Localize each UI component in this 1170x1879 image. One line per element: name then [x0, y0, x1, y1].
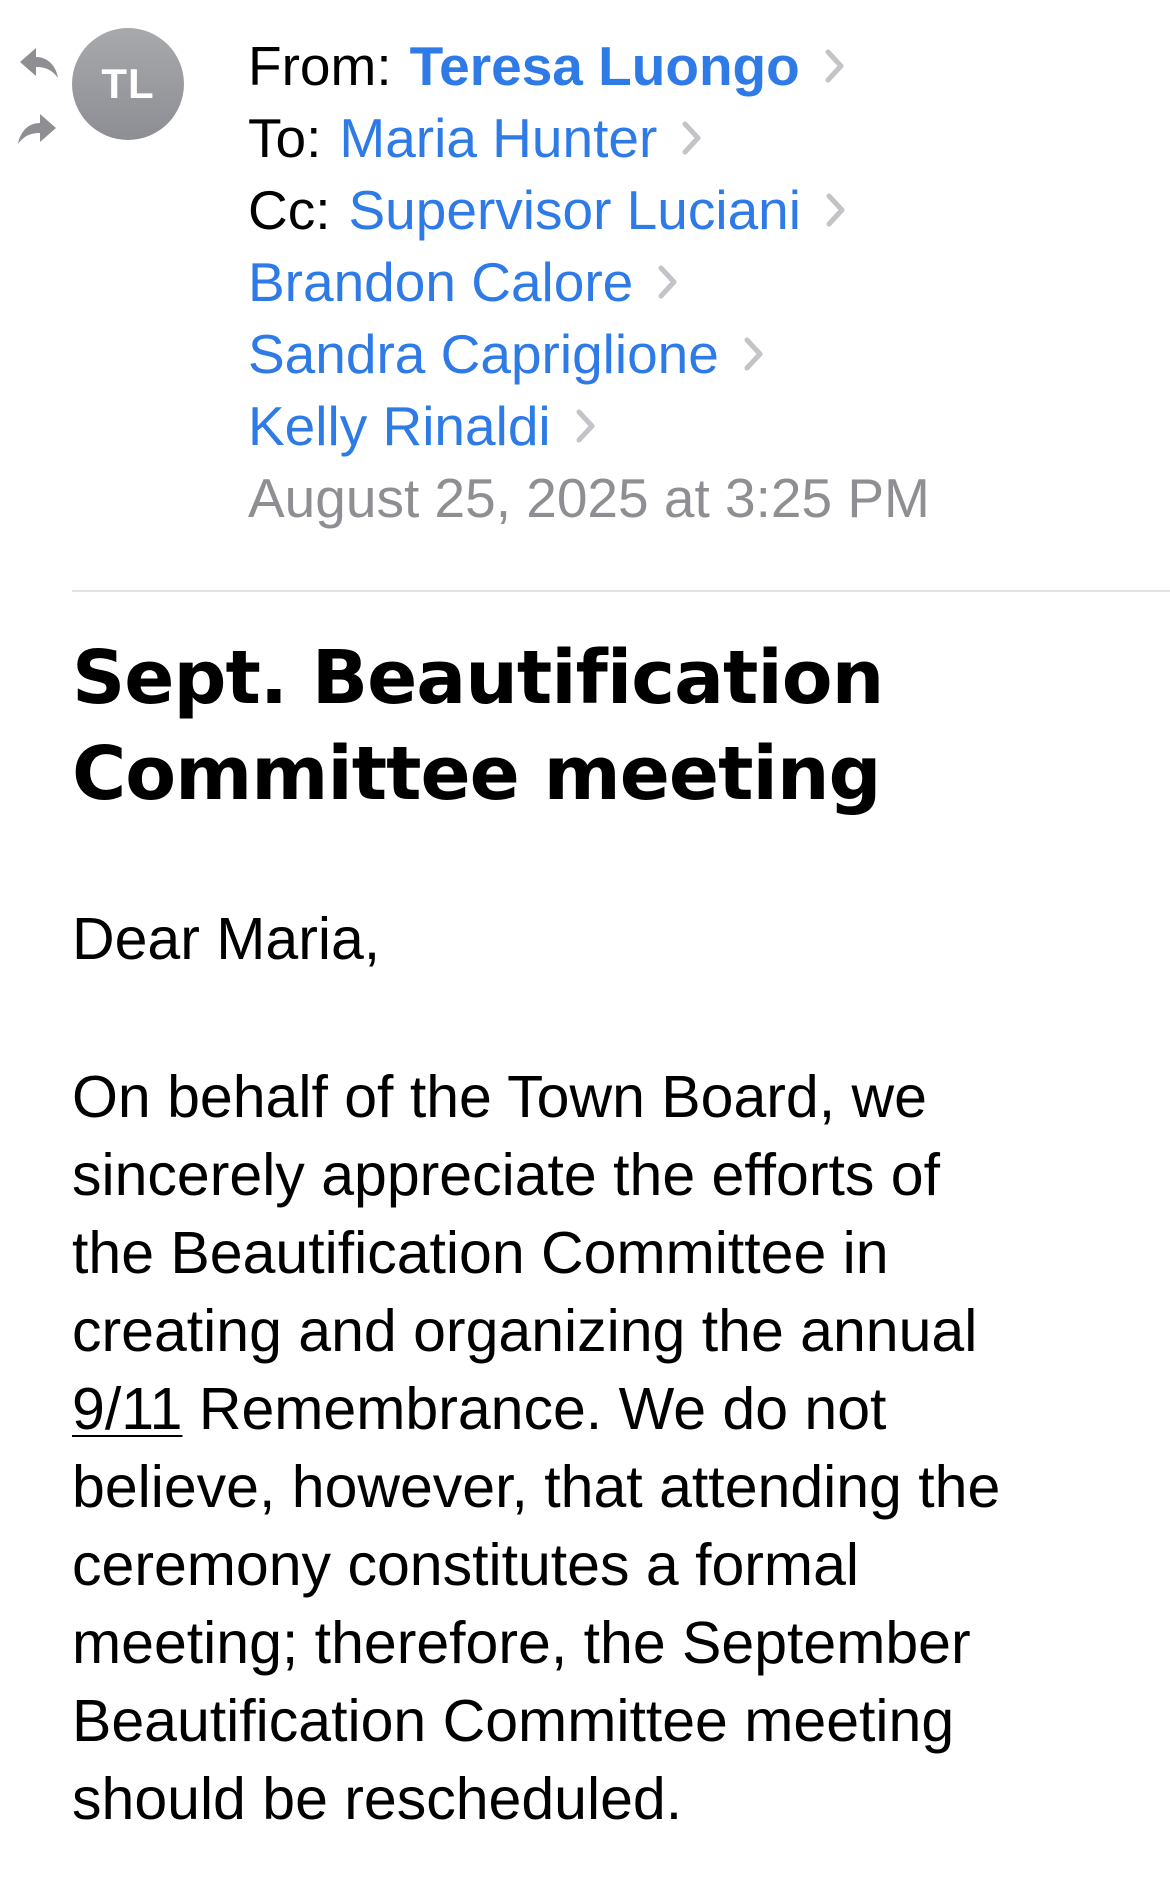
body-line: meeting; therefore, the September — [72, 1610, 971, 1676]
cc-label: Cc: — [248, 179, 331, 241]
chevron-right-icon[interactable] — [681, 120, 703, 156]
chevron-right-icon[interactable] — [825, 192, 847, 228]
from-row — [248, 30, 1148, 102]
cc-row — [248, 174, 1148, 246]
message-header — [248, 30, 1148, 534]
cc-name-link[interactable]: Sandra Capriglione — [248, 323, 719, 385]
header-divider — [72, 590, 1170, 592]
cc-name-link[interactable]: Kelly Rinaldi — [248, 395, 551, 457]
chevron-right-icon[interactable] — [575, 408, 597, 444]
body-paragraph — [72, 1058, 1162, 1838]
subject-heading — [72, 630, 1152, 822]
subject-line: Sept. Beautification — [72, 635, 884, 721]
cc-row — [248, 390, 1148, 462]
chevron-right-icon[interactable] — [743, 336, 765, 372]
body-line: ceremony constitutes a formal — [72, 1532, 859, 1598]
subject-line: Committee meeting — [72, 731, 881, 817]
from-label: From: — [248, 35, 392, 97]
reply-arrow-icon[interactable] — [14, 44, 62, 84]
body-line: On behalf of the Town Board, we — [72, 1064, 927, 1130]
date-link[interactable]: 9/11 — [72, 1376, 183, 1442]
body-line: Beautification Committee meeting — [72, 1688, 955, 1754]
to-label: To: — [248, 107, 322, 169]
chevron-right-icon[interactable] — [657, 264, 679, 300]
to-row — [248, 102, 1148, 174]
message-actions — [14, 44, 74, 176]
body-line: believe, however, that attending the — [72, 1454, 1001, 1520]
body-line: should be rescheduled. — [72, 1766, 683, 1832]
recipient-name-link[interactable]: Maria Hunter — [339, 107, 658, 169]
body-line-text: Remembrance. We do not — [198, 1376, 887, 1442]
body-line: the Beautification Committee in — [72, 1220, 889, 1286]
sent-date: August 25, 2025 at 3:25 PM — [248, 467, 930, 529]
avatar-initials: TL — [101, 60, 155, 107]
body-line: creating and organizing the annual — [72, 1298, 978, 1364]
cc-name-link[interactable]: Brandon Calore — [248, 251, 634, 313]
greeting: Dear Maria, — [72, 906, 381, 972]
chevron-right-icon[interactable] — [824, 48, 846, 84]
sender-avatar[interactable] — [72, 28, 184, 140]
forward-arrow-icon[interactable] — [14, 110, 62, 150]
cc-name-link[interactable]: Supervisor Luciani — [348, 179, 801, 241]
body-line-with-date — [72, 1370, 1162, 1448]
message-body — [72, 900, 1162, 1838]
cc-row — [248, 246, 1148, 318]
cc-row — [248, 318, 1148, 390]
body-line: sincerely appreciate the efforts of — [72, 1142, 941, 1208]
sender-name-link[interactable]: Teresa Luongo — [409, 35, 800, 97]
